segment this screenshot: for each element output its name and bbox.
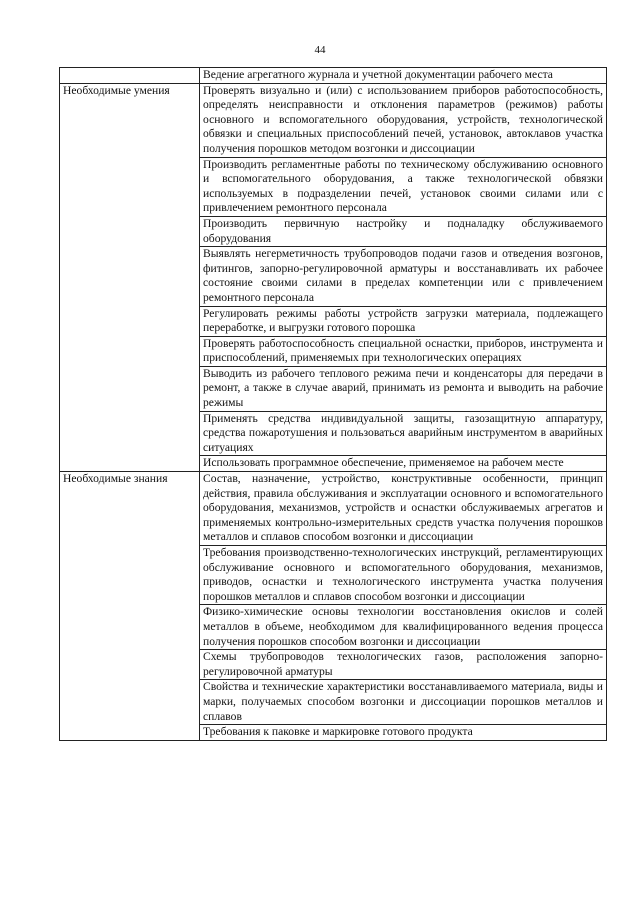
table-row (60, 456, 607, 472)
table-row (60, 157, 607, 216)
row-label (60, 306, 200, 336)
row-text: Выводить из рабочего теплового режима печи и конденсаторы для передачи в ремонт, а также в случае аварий, принимать из ремонта и выводить на рабочие режимы (200, 366, 607, 411)
row-text: Проверять работоспособность специальной оснастки, приборов, инструмента и приспособлений, применяемых при технологических операциях (200, 336, 607, 366)
table-row (60, 247, 607, 306)
table-row (60, 366, 607, 411)
row-label (60, 366, 200, 411)
requirements-table (59, 67, 607, 741)
row-text: Регулировать режимы работы устройств загрузки материала, подлежащего переработке, и выгрузки готового порошка (200, 306, 607, 336)
table-row (60, 546, 607, 605)
row-label (60, 650, 200, 680)
row-text: Физико-химические основы технологии восстановления окислов и солей металлов в объеме, необходимом для квалифицированного ведения процесса получения порошков способом возгонки и диссоциации (200, 605, 607, 650)
table-row (60, 725, 607, 741)
row-text: Состав, назначение, устройство, конструктивные особенности, принцип действия, правила обслуживания и эксплуатации основного и вспомогательного оборудования, механизмов, устройств и оснастки обслуживаемых агрегатов и применяемых контрольно-измерительных средств участка получения порошков металлов и сплавов способом возгонки и диссоциации (200, 472, 607, 546)
table-row (60, 306, 607, 336)
table-row (60, 336, 607, 366)
table-row (60, 411, 607, 456)
table-row (60, 650, 607, 680)
row-text: Производить первичную настройку и подналадку обслуживаемого оборудования (200, 216, 607, 246)
table-row (60, 83, 607, 157)
table-row (60, 216, 607, 246)
row-text: Проверять визуально и (или) с использованием приборов работоспособность, определять неисправности и отклонения параметров (режимов) работы основного и вспомогательного оборудования, устройств, технологической обвязки и специальных приспособлений печей, установок, автоклавов участка получения порошков методом возгонки и диссоциации (200, 83, 607, 157)
section-label-skills: Необходимые умения (60, 83, 200, 157)
row-label (60, 157, 200, 216)
row-text: Требования производственно-технологических инструкций, регламентирующих обслуживание основного и вспомогательного оборудования, механизмов, приводов, оснастки и технологического инструмента участка получения порошков металлов и сплавов способом возгонки и диссоциации (200, 546, 607, 605)
row-text: Свойства и технические характеристики восстанавливаемого материала, виды и марки, получаемых способом возгонки и диссоциации порошков металлов и сплавов (200, 680, 607, 725)
row-text: Выявлять негерметичность трубопроводов подачи газов и отведения возгонов, фитингов, запорно-регулировочной арматуры и восстанавливать их рабочее состояние своими силами в пределах компетенции или с привлечением ремонтного персонала (200, 247, 607, 306)
row-label (60, 456, 200, 472)
table-row (60, 472, 607, 546)
row-label (60, 411, 200, 456)
section-label-knowledge: Необходимые знания (60, 472, 200, 546)
row-label (60, 546, 200, 605)
table-row (60, 605, 607, 650)
row-text: Ведение агрегатного журнала и учетной документации рабочего места (200, 68, 607, 84)
row-label (60, 68, 200, 84)
row-text: Требования к паковке и маркировке готового продукта (200, 725, 607, 741)
table-row (60, 68, 607, 84)
row-text: Использовать программное обеспечение, применяемое на рабочем месте (200, 456, 607, 472)
row-label (60, 680, 200, 725)
row-text: Производить регламентные работы по техническому обслуживанию основного и вспомогательного оборудования, а также технологической обвязки используемых в подразделении печей, установок своими силами или с привлечением ремонтного персонала (200, 157, 607, 216)
row-text: Применять средства индивидуальной защиты, газозащитную аппаратуру, средства пожаротушения и пользоваться аварийным инструментом в аварийных ситуациях (200, 411, 607, 456)
row-label (60, 725, 200, 741)
row-label (60, 247, 200, 306)
table-row (60, 680, 607, 725)
row-label (60, 216, 200, 246)
row-text: Схемы трубопроводов технологических газов, расположения запорно-регулировочной арматуры (200, 650, 607, 680)
row-label (60, 605, 200, 650)
row-label (60, 336, 200, 366)
page-number: 44 (314, 44, 326, 56)
